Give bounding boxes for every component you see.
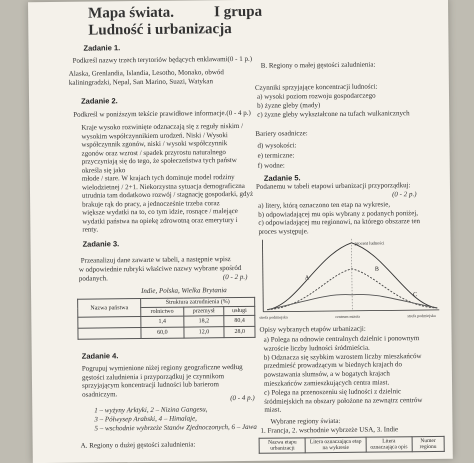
text-line: osadniczym.: [82, 389, 118, 399]
task-3-label: Zadanie 3.: [82, 239, 120, 249]
task-5-points: (0 - 2 p.): [392, 190, 417, 199]
country-answer-cell[interactable]: [78, 328, 141, 340]
task-2-question: Podkreśl w poniższym tekście prawidłowe informacje.(0 - 4 p.): [73, 108, 251, 119]
text-line: e) termiczne:: [257, 151, 295, 160]
task-5-question: Podanemu w tabeli etapowi urbanizacji przyporządkuj:: [255, 181, 411, 191]
employment-table: [77, 297, 255, 340]
barriers-title: Bariery osadnicze:: [255, 129, 308, 138]
text-line: Pogrupuj wymienione niżej regiony geograficzne według: [81, 362, 243, 373]
task-1-options-line1: Alaska, Grenlandia, Islandia, Lesotho, Monako, obwód: [68, 68, 224, 78]
text-line: współczynnik zgonów, niski / wysoki współczynnik: [81, 139, 228, 149]
task-3-question-line1: Przeanalizuj dane zawarte w tabeli, a następnie wpisz: [80, 255, 231, 265]
text-line: a) wysoki poziom rozwoju gospodarczego: [256, 91, 376, 101]
table-cell: 28,0: [224, 326, 255, 337]
text-line: wzroście liczby ludności śródmieścia.: [263, 343, 370, 353]
text-line: c) odpowiadającej mu regionowi, na którego obszarze ten: [258, 217, 421, 227]
text-line: 5 – wschodnie wybrzeże Stanów Zjednoczonych, 6 – Jawa: [94, 422, 257, 433]
chart-label-b: B: [374, 266, 379, 273]
group-b-label: B. Regiony o małej gęstości zaludnienia:: [260, 60, 376, 70]
task-4-group-a: A. Regiony o dużej gęstości zaludnienia:: [80, 440, 196, 450]
text-line: f) wodne:: [257, 161, 285, 170]
stage-col-desc: Litera oznaczająca opis: [366, 437, 412, 452]
text-line: miast.: [264, 405, 282, 415]
chart-top-label: procent ludności: [354, 240, 385, 246]
group-label: I grupa: [214, 3, 263, 21]
table-cell: 18,2: [183, 316, 224, 327]
text-line: większe wydatki na to, co tym idzie, rosnące / malejące: [82, 207, 238, 217]
text-line: b) odpowiadającej mu opis wybrany z podanych poniżej,: [258, 208, 419, 219]
chart-center-line: [352, 239, 353, 311]
task-1-options-line2: kaliningradzki, Nepal, San Marino, Suazi, Watykan: [68, 77, 214, 87]
task-3-points: (0 - 2 p.): [222, 272, 248, 282]
text-line: Kraje wysoko rozwinięte odznaczają się z reguły niskim /: [81, 121, 244, 132]
table-cell: 80,4: [224, 315, 255, 326]
text-line: zgonów oraz wzrost / spadek przyrostu naturalnego: [81, 147, 226, 158]
text-line: określa się jako: [81, 165, 126, 175]
worksheet-subtitle: Ludność i urbanizacja: [88, 21, 232, 39]
chart-label-a: A: [304, 275, 310, 282]
chart-xlabel-center: centrum miasta: [335, 313, 360, 319]
task-3-question-line2: w odpowiednie rubryki właściwe nazwy wybrane spośród: [78, 263, 242, 274]
text-line: proces występuje.: [258, 226, 309, 236]
column-header-agriculture: rolnictwo: [141, 307, 183, 316]
text-line: przyczyniają się do tego, że społeczeństwa tych państw: [81, 156, 237, 166]
task-1-question: Podkreśl nazwy trzech terytoriów będących enklawami(0 - 1 p.): [72, 54, 253, 65]
urbanization-chart: [256, 234, 443, 320]
text-line: 1 – wyżyny Arktyki, 2 – Nizina Gangesu,: [94, 405, 208, 415]
column-header-country: Nazwa państwa: [78, 299, 141, 318]
column-header-structure: Struktura zatrudnienia (%): [141, 297, 255, 307]
factors-title: Czynniki sprzyjające koncentracji ludności:: [254, 82, 378, 92]
text-line: gęstości zaludnienia i przyporządkuj je czynnikom: [81, 371, 225, 382]
task-1-label: Zadanie 1.: [83, 43, 121, 53]
stage-col-name: Nazwa etapu urbanizacji: [259, 438, 306, 453]
text-line: wysokim współczynnikiem urodzeń. Niski / Wysoki: [81, 130, 228, 141]
text-line: b) żyzne gleby (mady): [257, 101, 321, 110]
table-cell: 12,0: [183, 327, 224, 338]
chart-label-c: C: [413, 292, 418, 299]
regions-title: Wybrane regiony świata:: [270, 416, 341, 426]
chart-xlabel-left: strefa podmiejska: [259, 314, 288, 320]
task-3-options: Indie, Polska, Wielka Brytania: [141, 286, 227, 296]
text-line: b) Odznacza się szybkim wzrostem liczby mieszkańców: [263, 351, 422, 362]
text-line: mieszkańców zamieszkujących centra miast.: [263, 378, 390, 388]
text-line: powstawania slumsów, a w bogatych krajach: [263, 369, 390, 379]
worksheet-page: [28, 0, 453, 463]
table-row: [78, 326, 255, 339]
text-line: śródmiejskich na obszary położone na zewnątrz centrów: [264, 395, 423, 406]
worksheet-title: Mapa świata.: [88, 4, 175, 22]
task-2-label: Zadanie 2.: [81, 96, 118, 106]
curve-b: [267, 268, 437, 310]
chart-y-axis: [263, 240, 264, 312]
text-line: przedmieść prowadzącym w biednych krajach do: [263, 360, 403, 371]
chart-x-axis: [263, 310, 439, 312]
text-line: sprzyjającym koncentracji ludności lub barierom: [81, 380, 219, 390]
column-header-industry: przemysł: [183, 307, 224, 316]
country-answer-cell[interactable]: [78, 317, 141, 329]
column-header-services: usługi: [224, 306, 255, 315]
text-line: 3 – Półwysep Arabski, 4 – Himalaje,: [94, 414, 197, 424]
stage-table: [259, 436, 445, 454]
text-line: młode / stare. W krajach tych dominuje model rodziny: [81, 173, 235, 183]
text-line: wydatki państwa na opiekę zdrowotną oraz emerytury i: [82, 215, 238, 226]
stage-col-letter: Litera oznaczająca etap na wykresie: [306, 437, 366, 453]
text-line: a) Polega na odnowie centralnych dzielnic i ponownym: [263, 334, 420, 344]
stage-col-region: Numer regionu: [412, 436, 444, 451]
text-line: renty.: [82, 225, 99, 234]
text-line: c) żyzne gleby wykształcone na tufach wulkanicznych: [257, 109, 410, 119]
text-line: d) wysokości:: [257, 141, 297, 150]
task-5-label: Zadanie 5.: [263, 173, 301, 183]
text-line: brakuje rąk do pracy, a jednocześnie trzeba coraz: [82, 198, 220, 209]
text-line: utrudnia tam dodatkowo rozwój / stagnację gospodarki, gdyż: [81, 189, 254, 200]
text-line: wielodzietnej / 2+1. Niekorzystna sytuacja demograficzna: [81, 181, 245, 192]
text-line: c) Polega na przenoszeniu się ludności z dzielnic: [264, 387, 402, 397]
table-cell: 1,4: [141, 316, 183, 327]
task-4-label: Zadanie 4.: [81, 351, 119, 361]
chart-xlabel-right: strefa podmiejska: [407, 312, 436, 319]
task-3-question-line3: podanych.: [78, 274, 108, 283]
table-cell: 60,0: [141, 327, 183, 338]
descriptions-title: Opisy wybranych etapów urbanizacji:: [259, 324, 366, 334]
text-line: a) litery, którą oznaczono ten etap na wykresie,: [258, 200, 391, 210]
regions-list: 1. Francja, 2. wschodnie wybrzeże USA, 3. Indie: [260, 425, 399, 435]
task-4-points: (0 - 4 p.): [230, 393, 255, 403]
